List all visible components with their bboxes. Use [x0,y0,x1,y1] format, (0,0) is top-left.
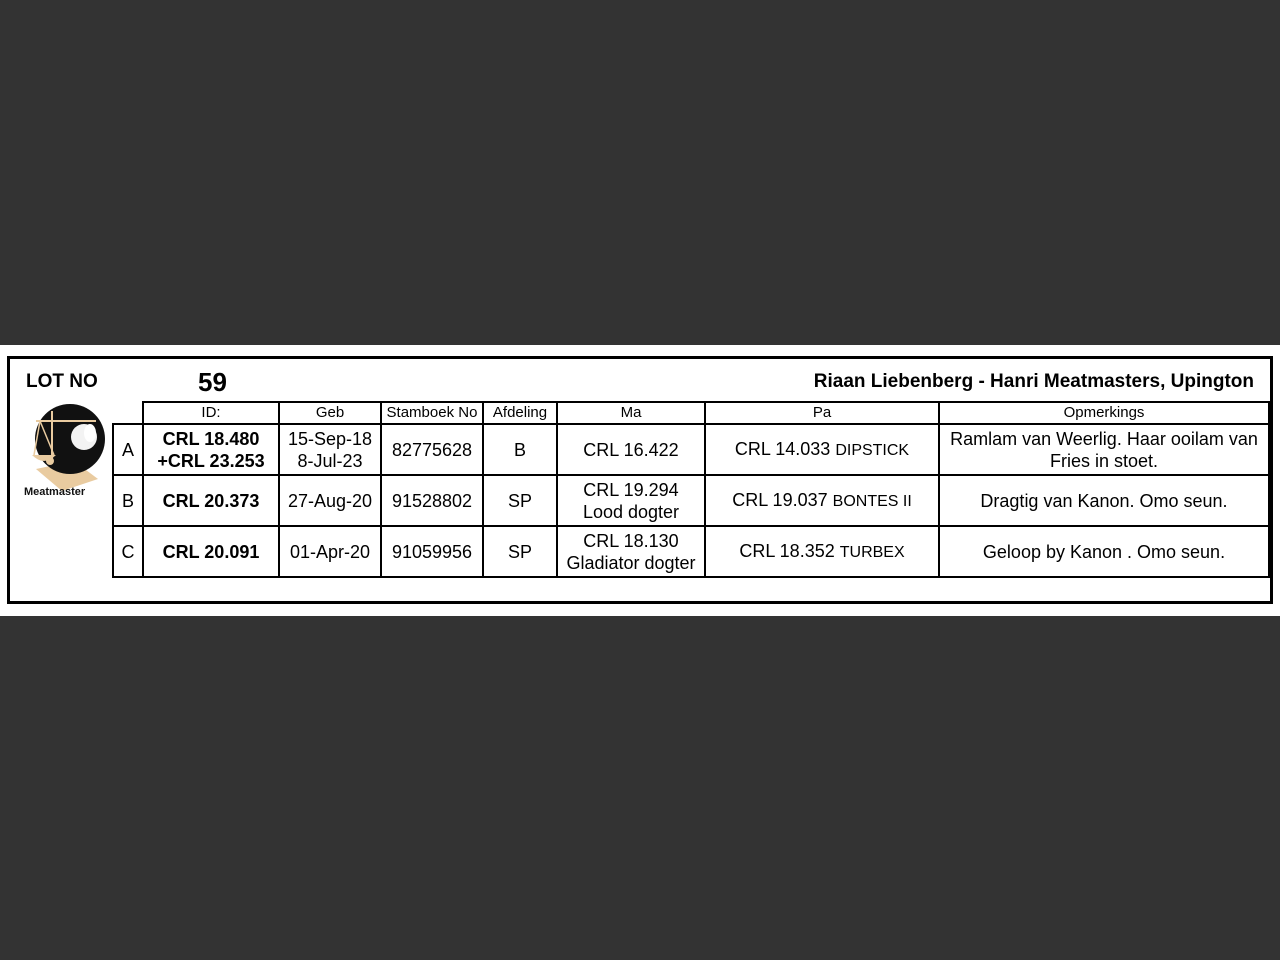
breeder-name: Riaan Liebenberg - Hanri Meatmasters, Upington [813,371,1254,392]
lot-table [112,401,1270,578]
animal-id [143,475,279,526]
header-id: ID: [143,402,279,424]
logo-text: Meatmaster [24,486,86,498]
header-opmerkings: Opmerkings [939,402,1269,424]
birth-date-line: 8-Jul-23 [297,450,363,471]
stamboek-no: 82775628 [381,424,483,475]
remarks: Dragtig van Kanon. Omo seun. [939,475,1269,526]
dam [557,424,705,475]
animal-id-line: CRL 18.480 [162,428,260,449]
header-geb: Geb [279,402,381,424]
dam [557,475,705,526]
table-row [113,475,1269,526]
meatmaster-logo-icon [18,399,110,503]
header-pa: Pa [705,402,939,424]
remarks: Geloop by Kanon . Omo seun. [939,526,1269,577]
header-ma: Ma [557,402,705,424]
afdeling: SP [483,475,557,526]
row-letter: A [113,424,143,475]
stamboek-no: 91059956 [381,526,483,577]
animal-id-line: +CRL 23.253 [157,450,265,471]
dam [557,526,705,577]
animal-id [143,424,279,475]
sire-name: DIPSTICK [835,441,910,459]
table-row [113,526,1269,577]
animal-id-line: CRL 20.373 [162,490,260,511]
table-row [113,424,1269,475]
remarks: Ramlam van Weerlig. Haar ooilam van Fries in stoet. [939,424,1269,475]
header-corner [113,402,143,424]
header-afdeling: Afdeling [483,402,557,424]
birth-date-line: 27-Aug-20 [287,490,373,511]
afdeling: B [483,424,557,475]
lot-card [7,356,1273,604]
row-letter: B [113,475,143,526]
dam-line: CRL 18.130 [583,530,679,551]
table-header-row [113,402,1269,424]
dam-line: CRL 19.294 [583,479,679,500]
sire-name: BONTES II [832,492,912,510]
sire-id: CRL 18.352 [739,540,835,561]
birth-date [279,526,381,577]
animal-id-line: CRL 20.091 [162,541,260,562]
dam-line: Gladiator dogter [566,552,696,573]
afdeling: SP [483,526,557,577]
sire-name: TURBEX [839,543,905,561]
dam-line: Lood dogter [582,501,680,522]
lot-number: 59 [198,367,227,397]
dam-line: CRL 16.422 [583,439,679,460]
catalog-page [0,345,1280,616]
sire [705,526,939,577]
header-stamboek: Stamboek No [381,402,483,424]
lot-label: LOT NO [26,371,98,392]
sire-id: CRL 19.037 [732,489,828,510]
birth-date [279,475,381,526]
birth-date [279,424,381,475]
sire [705,475,939,526]
stamboek-no: 91528802 [381,475,483,526]
birth-date-line: 15-Sep-18 [287,428,373,449]
birth-date-line: 01-Apr-20 [289,541,371,562]
sire-id: CRL 14.033 [734,438,831,459]
row-letter: C [113,526,143,577]
sire [705,424,939,475]
animal-id [143,526,279,577]
